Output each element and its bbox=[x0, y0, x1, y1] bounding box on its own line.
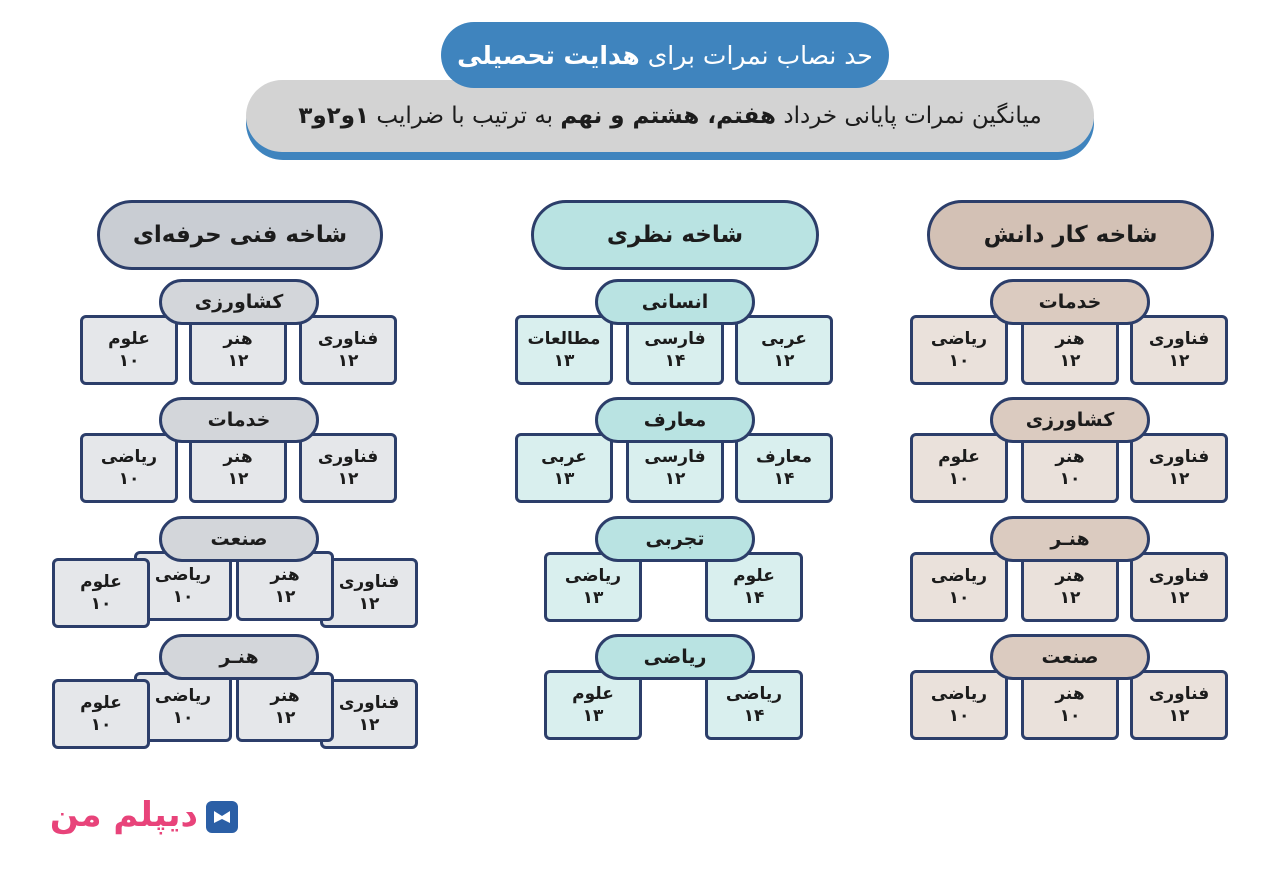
subject-score: ۱۴ bbox=[743, 706, 765, 726]
subject-label: علوم bbox=[108, 328, 150, 349]
subject-cell bbox=[735, 315, 833, 385]
subject-cell bbox=[544, 670, 642, 740]
group-pill: خدمات bbox=[990, 279, 1150, 325]
subtitle-bar bbox=[246, 80, 1094, 152]
subject-cell bbox=[1130, 433, 1228, 503]
subject-label: هنر bbox=[1055, 446, 1085, 467]
subject-label: ریاضی bbox=[930, 565, 988, 586]
group-pill: خدمات bbox=[159, 397, 319, 443]
subject-cell bbox=[1130, 552, 1228, 622]
subject-score: ۱۰ bbox=[172, 708, 194, 728]
title-bold: هدایت تحصیلی bbox=[457, 40, 640, 70]
subject-score: ۱۲ bbox=[773, 351, 795, 371]
subject-cell bbox=[910, 552, 1008, 622]
group-pill: ریاضی bbox=[595, 634, 755, 680]
subject-label: علوم bbox=[80, 571, 122, 592]
subject-label: ریاضی bbox=[725, 683, 783, 704]
subject-score: ۱۰ bbox=[90, 594, 112, 614]
subject-cell bbox=[544, 552, 642, 622]
subject-score: ۱۳ bbox=[582, 706, 604, 726]
subject-cell bbox=[52, 558, 150, 628]
subject-score: ۱۲ bbox=[1168, 706, 1190, 726]
group-pill: کشاورزی bbox=[159, 279, 319, 325]
group-pill: معارف bbox=[595, 397, 755, 443]
brand-logo[interactable] bbox=[49, 795, 244, 843]
subject-score: ۱۲ bbox=[1168, 469, 1190, 489]
subject-label: هنر bbox=[1055, 683, 1085, 704]
subject-cell bbox=[515, 315, 613, 385]
subject-cell bbox=[1021, 315, 1119, 385]
subject-label: ریاضی bbox=[564, 565, 622, 586]
subject-score: ۱۰ bbox=[948, 351, 970, 371]
subject-score: ۱۰ bbox=[118, 469, 140, 489]
subject-label: فارسی bbox=[644, 446, 706, 467]
subject-cell bbox=[299, 315, 397, 385]
subject-cell bbox=[320, 558, 418, 628]
subject-score: ۱۲ bbox=[227, 351, 249, 371]
branch-header-technical: شاخه فنی حرفه‌ای bbox=[97, 200, 383, 270]
subject-score: ۱۳ bbox=[582, 588, 604, 608]
subject-label: عربی bbox=[541, 446, 587, 467]
branch-header-theoretical: شاخه نظری bbox=[531, 200, 819, 270]
subject-label: فناوری bbox=[338, 692, 400, 713]
subject-label: هنر bbox=[270, 685, 300, 706]
subject-label: علوم bbox=[938, 446, 980, 467]
subject-score: ۱۲ bbox=[337, 469, 359, 489]
subject-label: هنر bbox=[223, 446, 253, 467]
subject-label: فناوری bbox=[1148, 565, 1210, 586]
branch-header-work-knowledge: شاخه کار دانش bbox=[927, 200, 1214, 270]
subject-score: ۱۲ bbox=[1059, 351, 1081, 371]
subject-cell bbox=[52, 679, 150, 749]
subject-cell bbox=[626, 433, 724, 503]
subject-label: فناوری bbox=[317, 446, 379, 467]
subject-score: ۱۲ bbox=[358, 594, 380, 614]
subject-label: معارف bbox=[755, 446, 813, 467]
subject-label: فناوری bbox=[338, 571, 400, 592]
subject-label: مطالعات bbox=[527, 328, 601, 349]
subject-score: ۱۲ bbox=[274, 587, 296, 607]
group-pill: انسانی bbox=[595, 279, 755, 325]
subject-cell bbox=[236, 672, 334, 742]
subject-cell bbox=[910, 433, 1008, 503]
subject-score: ۱۰ bbox=[118, 351, 140, 371]
subject-score: ۱۴ bbox=[664, 351, 686, 371]
subject-score: ۱۰ bbox=[172, 587, 194, 607]
subject-label: فناوری bbox=[1148, 683, 1210, 704]
subject-cell bbox=[189, 433, 287, 503]
group-pill: هنـر bbox=[159, 634, 319, 680]
subject-label: فناوری bbox=[1148, 446, 1210, 467]
subject-cell bbox=[1021, 433, 1119, 503]
subject-score: ۱۲ bbox=[1059, 588, 1081, 608]
subtitle-a: میانگین نمرات پایانی خرداد bbox=[783, 103, 1042, 129]
subject-cell bbox=[1021, 670, 1119, 740]
subtitle-b: هفتم، هشتم و نهم bbox=[560, 103, 777, 129]
subject-score: ۱۰ bbox=[90, 715, 112, 735]
subject-cell bbox=[910, 315, 1008, 385]
subject-score: ۱۰ bbox=[948, 469, 970, 489]
subject-label: هنر bbox=[1055, 565, 1085, 586]
subject-score: ۱۲ bbox=[227, 469, 249, 489]
subject-label: ریاضی bbox=[154, 564, 212, 585]
group-pill: صنعت bbox=[159, 516, 319, 562]
subject-score: ۱۲ bbox=[274, 708, 296, 728]
group-pill: کشاورزی bbox=[990, 397, 1150, 443]
subject-score: ۱۲ bbox=[1168, 588, 1190, 608]
diplom-man-logo-icon bbox=[206, 801, 238, 833]
subject-label: ریاضی bbox=[154, 685, 212, 706]
subject-score: ۱۲ bbox=[337, 351, 359, 371]
subject-score: ۱۲ bbox=[1168, 351, 1190, 371]
subject-label: عربی bbox=[761, 328, 807, 349]
subject-score: ۱۴ bbox=[743, 588, 765, 608]
subtitle-d: ۱و۲و۳ bbox=[298, 103, 370, 129]
subject-score: ۱۰ bbox=[948, 706, 970, 726]
subject-cell bbox=[299, 433, 397, 503]
subject-label: هنر bbox=[1055, 328, 1085, 349]
subject-cell bbox=[705, 552, 803, 622]
subject-score: ۱۳ bbox=[553, 351, 575, 371]
subject-label: هنر bbox=[270, 564, 300, 585]
subject-label: فناوری bbox=[1148, 328, 1210, 349]
subject-label: ریاضی bbox=[930, 328, 988, 349]
subject-score: ۱۳ bbox=[553, 469, 575, 489]
title-plain: حد نصاب نمرات برای bbox=[647, 40, 873, 70]
subject-cell bbox=[1021, 552, 1119, 622]
subject-cell bbox=[80, 315, 178, 385]
subject-score: ۱۲ bbox=[358, 715, 380, 735]
subject-score: ۱۲ bbox=[664, 469, 686, 489]
subject-cell bbox=[1130, 315, 1228, 385]
subtitle-c: به ترتیب با ضرایب bbox=[376, 103, 554, 129]
subject-score: ۱۴ bbox=[773, 469, 795, 489]
subject-label: علوم bbox=[733, 565, 775, 586]
page-title bbox=[441, 22, 889, 88]
subject-cell bbox=[80, 433, 178, 503]
subject-cell bbox=[910, 670, 1008, 740]
subject-cell bbox=[320, 679, 418, 749]
subject-cell bbox=[1130, 670, 1228, 740]
subject-label: علوم bbox=[572, 683, 614, 704]
subject-label: هنر bbox=[223, 328, 253, 349]
subject-cell bbox=[705, 670, 803, 740]
group-pill: هنـر bbox=[990, 516, 1150, 562]
subject-score: ۱۰ bbox=[1059, 469, 1081, 489]
subject-label: ریاضی bbox=[930, 683, 988, 704]
subject-label: ریاضی bbox=[100, 446, 158, 467]
subject-label: فارسی bbox=[644, 328, 706, 349]
subject-label: علوم bbox=[80, 692, 122, 713]
subject-score: ۱۰ bbox=[948, 588, 970, 608]
subject-cell bbox=[626, 315, 724, 385]
logo-text: دیپلم من bbox=[49, 795, 198, 835]
group-pill: تجربی bbox=[595, 516, 755, 562]
group-pill: صنعت bbox=[990, 634, 1150, 680]
subject-cell bbox=[189, 315, 287, 385]
subject-label: فناوری bbox=[317, 328, 379, 349]
subject-cell bbox=[515, 433, 613, 503]
subject-score: ۱۰ bbox=[1059, 706, 1081, 726]
subject-cell bbox=[735, 433, 833, 503]
